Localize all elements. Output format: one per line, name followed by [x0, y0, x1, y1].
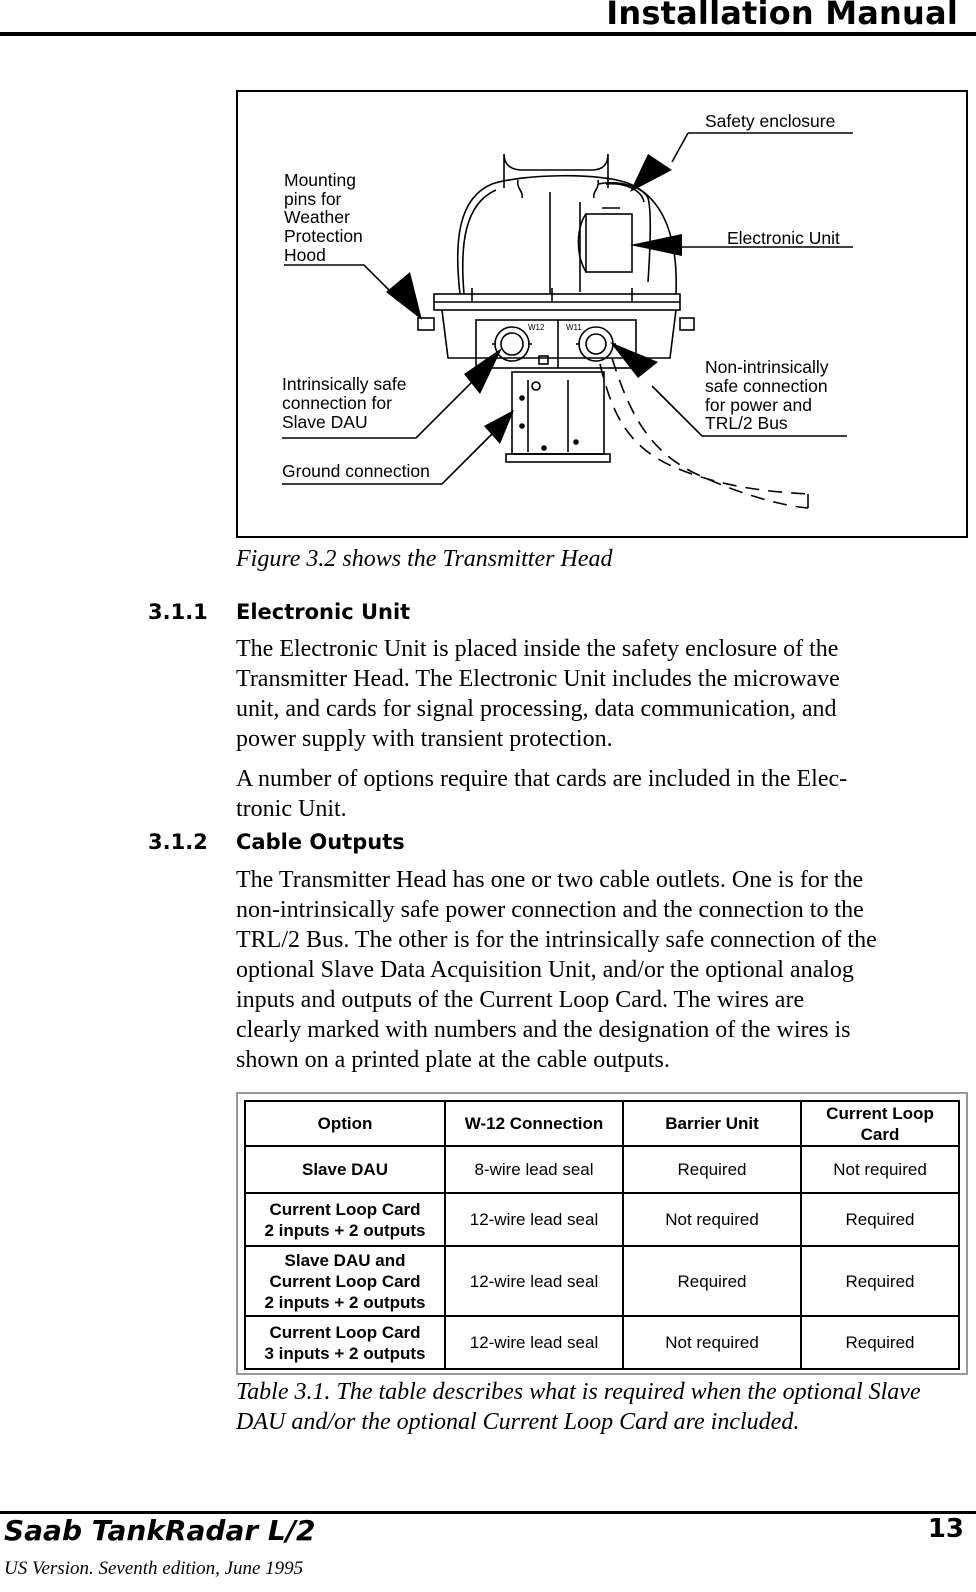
cell-option [245, 1316, 445, 1369]
header-w12-connection: W-12 Connection [445, 1101, 623, 1146]
w11-marking: W11 [566, 323, 582, 332]
label-non-intrinsic-3: for power and [705, 395, 813, 415]
cell-option [245, 1193, 445, 1246]
label-ground: Ground connection [282, 461, 430, 481]
label-mounting-2: pins for [284, 189, 342, 209]
footer-edition: US Version. Seventh edition, June 1995 [4, 1558, 304, 1579]
label-non-intrinsic-4: TRL/2 Bus [705, 413, 788, 433]
paragraph-cable-outputs [236, 865, 966, 1075]
cell-option-line: Current Loop Card [269, 1199, 421, 1219]
table-header-row [245, 1101, 959, 1146]
table-row [245, 1193, 959, 1246]
transmitter-head-body [418, 154, 694, 462]
arrow-mounting-pins [386, 272, 422, 320]
table-caption-line: Table 3.1. The table describes what is required when the optional Slave [236, 1379, 921, 1405]
header-barrier-unit: Barrier Unit [623, 1101, 801, 1146]
text-line: clearly marked with numbers and the designation of the wires is [236, 1017, 851, 1043]
page-header-title: Installation Manual [606, 0, 958, 32]
text-line: The Electronic Unit is placed inside the safety enclosure of the [236, 636, 839, 662]
text-line: unit, and cards for signal processing, data communication, and [236, 696, 837, 722]
table-row [245, 1146, 959, 1193]
text-line: optional Slave Data Acquisition Unit, and/or the optional analog [236, 957, 854, 983]
text-line: A number of options require that cards are included in the Elec- [236, 766, 848, 792]
section-title-cable-outputs: Cable Outputs [236, 830, 405, 854]
footer-brand: Saab TankRadar L/2 [4, 1514, 316, 1547]
text-line: tronic Unit. [236, 796, 347, 822]
section-number-3-1-2: 3.1.2 [148, 830, 208, 854]
cell-option-line: Slave DAU [302, 1160, 388, 1179]
cell-barrier: Not required [623, 1316, 801, 1369]
text-line: inputs and outputs of the Current Loop Card. The wires are [236, 987, 805, 1013]
cell-w12: 12-wire lead seal [445, 1246, 623, 1316]
header-option: Option [245, 1101, 445, 1146]
cell-barrier: Required [623, 1146, 801, 1193]
label-mounting-1: Mounting [284, 170, 356, 190]
label-non-intrinsic-1: Non-intrinsically [705, 357, 829, 377]
cell-barrier: Required [623, 1246, 801, 1316]
label-intrinsic-2: connection for [282, 393, 392, 413]
paragraph-electronic-unit-2 [236, 764, 966, 824]
cell-option-line: Current Loop Card [269, 1322, 421, 1342]
arrow-non-intrinsic [610, 342, 658, 378]
figure-caption: Figure 3.2 shows the Transmitter Head [236, 546, 613, 572]
label-intrinsic-1: Intrinsically safe [282, 374, 407, 394]
header-rule [0, 32, 976, 36]
label-mounting-3: Weather [284, 207, 350, 227]
table-caption-line: DAU and/or the optional Current Loop Card are included. [236, 1409, 800, 1435]
label-mounting-5: Hood [284, 245, 326, 265]
label-non-intrinsic-2: safe connection [705, 376, 828, 396]
transmitter-head-diagram [238, 92, 966, 536]
header-current-loop-card: Current Loop Card [801, 1101, 959, 1146]
text-line: shown on a printed plate at the cable outputs. [236, 1047, 670, 1073]
table-row [245, 1246, 959, 1316]
page-number: 13 [927, 1514, 964, 1544]
cell-option-line: 2 inputs + 2 outputs [264, 1292, 426, 1312]
label-electronic-unit: Electronic Unit [727, 228, 840, 248]
cell-clc: Not required [801, 1146, 959, 1193]
cell-clc: Required [801, 1246, 959, 1316]
text-line: non-intrinsically safe power connection and the connection to the [236, 897, 864, 923]
cell-clc: Required [801, 1316, 959, 1369]
label-safety-enclosure: Safety enclosure [705, 111, 836, 131]
cell-option-line: 2 inputs + 2 outputs [264, 1220, 426, 1240]
label-mounting-4: Protection [284, 226, 363, 246]
paragraph-electronic-unit-1 [236, 634, 966, 754]
cell-option-line: Slave DAU and [284, 1250, 406, 1270]
section-title-electronic-unit: Electronic Unit [236, 600, 411, 624]
w12-marking: W12 [528, 323, 545, 332]
text-line: Transmitter Head. The Electronic Unit includes the microwave [236, 666, 840, 692]
text-line: The Transmitter Head has one or two cable outlets. One is for the [236, 867, 864, 893]
label-intrinsic-3: Slave DAU [282, 412, 368, 432]
options-table [244, 1100, 960, 1370]
table-row [245, 1316, 959, 1369]
cell-w12: 8-wire lead seal [445, 1146, 623, 1193]
table-caption [236, 1377, 921, 1437]
cell-barrier: Not required [623, 1193, 801, 1246]
section-number-3-1-1: 3.1.1 [148, 600, 208, 624]
cell-w12: 12-wire lead seal [445, 1316, 623, 1369]
text-line: TRL/2 Bus. The other is for the intrinsically safe connection of the [236, 927, 877, 953]
arrow-ground [484, 410, 514, 444]
cell-option-line: 3 inputs + 2 outputs [264, 1343, 426, 1363]
arrow-intrinsic [464, 348, 502, 394]
cell-option-line: Current Loop Card [269, 1271, 421, 1291]
transmitter-head-figure [236, 90, 968, 538]
cell-option [245, 1246, 445, 1316]
options-table-frame [236, 1092, 968, 1375]
cell-clc: Required [801, 1193, 959, 1246]
cell-w12: 12-wire lead seal [445, 1193, 623, 1246]
cell-option [245, 1146, 445, 1193]
text-line: power supply with transient protection. [236, 726, 613, 752]
